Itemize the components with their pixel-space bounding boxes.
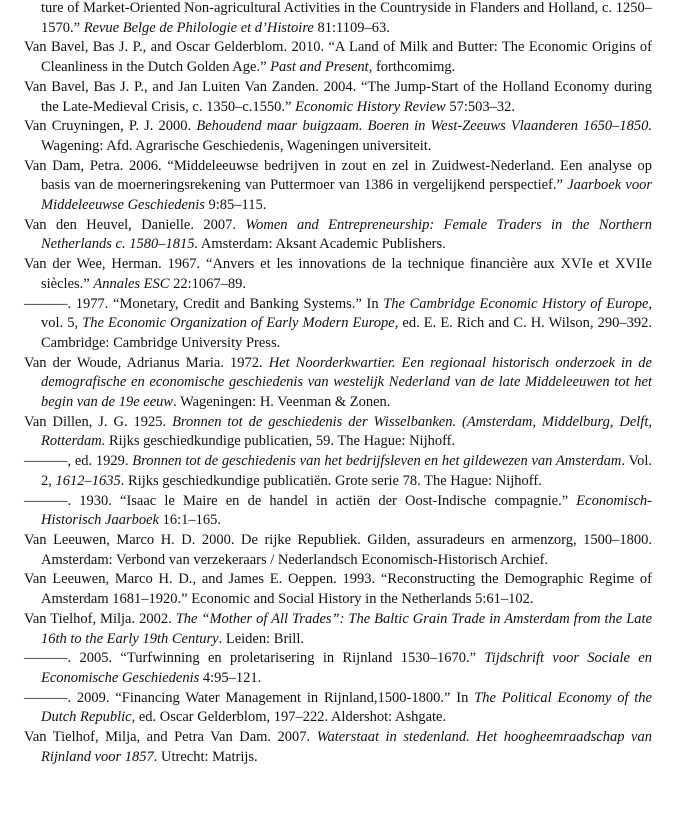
reference-title-italic: The Economic Organization of Early Modern Europe [82,315,395,332]
reference-title-italic: Het Noorderkwartier. Een regionaal historisch onderzoek in de demografische en economische geschiedenis van westelijk Nederland van de late Middeleeuwen tot het begin van de 19e eeuw [41,354,652,411]
reference-text: ———. 2009. “Financing Water Management in Rijnland,1500-1800.” In [24,689,475,706]
reference-text: Van Tielhof, Milja, and Petra Van Dam. 2007. [24,729,317,746]
reference-text: . Vol. 2, [41,453,652,489]
reference-text: . Utrecht: Matrijs. [153,748,258,765]
reference-entry [24,255,652,294]
reference-text: Van der Wee, Herman. 1967. “Anvers et les innovations de la technique financière aux XVIe et XVIIe siècles.” [24,256,652,292]
reference-entry [24,570,652,609]
reference-text: Rijks geschiedkundige publicatien, 59. The Hague: Nijhoff. [105,433,456,450]
reference-text: Van Cruyningen, P. J. 2000. [24,118,197,135]
reference-entry [24,531,652,570]
reference-entry [24,649,652,688]
reference-text: 22:1067–89. [169,275,246,292]
reference-entry [24,413,652,452]
reference-text: Van Dillen, J. G. 1925. [24,413,173,430]
reference-title-italic: Economisch-Historisch Jaarboek [41,492,652,529]
reference-title-italic: Bronnen tot de geschiedenis der Wisselbanken. (Amsterdam, Middelburg, Delft, Rotterdam. [41,413,652,450]
reference-title-italic: Waterstaat in stedenland. Het hoogheemraadschap van Rijnland voor 1857 [41,729,652,765]
reference-title-italic: Annales ESC [93,275,170,292]
reference-text: 57:503–32. [445,98,515,115]
reference-text: Van Bavel, Bas J. P., and Jan Luiten Van Zanden. 2004. “The Jump-Start of the Holland Economy during the Late-Medieval Crisis, c. 1350–c.1550.” [24,78,652,115]
reference-text: 81:1109–63. [313,19,390,36]
reference-entry [24,610,652,649]
reference-title-italic: The “Mother of All Trades”: The Baltic Grain Trade in Amsterdam from the Late 16th to the Early 19th Century [41,610,652,647]
reference-title-italic: The Political Economy of the Dutch Republic [41,689,652,726]
reference-text: . Rijks geschiedkundige publicatiën. Grote serie 78. The Hague: Nijhoff. [120,472,542,489]
reference-text: ———. 1977. “Monetary, Credit and Banking Systems.” In [24,295,384,312]
reference-entry [24,492,652,531]
reference-text: Van Leeuwen, Marco H. D., and James E. Oeppen. 1993. “Reconstructing the Demographic Regime of Amsterdam 1681–1920.” Economic and Social History in the Netherlands 5:61–102. [24,571,652,608]
reference-text: Amsterdam: Aksant Academic Publishers. [198,236,446,253]
reference-text: Wagening: Afd. Agrarische Geschiedenis, Wageningen universiteit. [41,137,432,154]
reference-entry [24,78,652,117]
reference-title-italic: Behoudend maar buigzaam. Boeren in West-Zeeuws Vlaanderen 1650–1850. [196,118,652,135]
reference-text: Van Leeuwen, Marco H. D. 2000. De rijke Republiek. Gilden, assuradeurs en armenzorg, 1500–1800. Amsterdam: Verbond van verzekeraars / Nederlandsch Economisch-Historisch Archief. [24,531,652,568]
reference-text: , ed. Oscar Gelderblom, 197–222. Aldershot: Ashgate. [131,709,447,726]
reference-title-italic: The Cambridge Economic History of Europe [383,295,649,312]
reference-text: . Leiden: Brill. [218,630,304,647]
reference-title-italic: Tijdschrift voor Sociale en Economische Geschiedenis [41,650,652,686]
reference-entry [24,295,652,354]
reference-title-italic: 1612–1635 [55,472,121,489]
reference-title-italic: Past and Present [270,59,369,76]
reference-text: , vol. 5, [41,295,653,332]
reference-text: Van Tielhof, Milja. 2002. [24,610,176,627]
reference-text: 16:1–165. [159,512,222,529]
reference-entry [24,0,652,38]
reference-text: ———. 1930. “Isaac le Maire en de handel in actiën der Oost-Indische compagnie.” [24,492,577,509]
reference-text: ———, ed. 1929. [24,453,133,470]
reference-entry [24,689,652,728]
reference-title-italic: Women and Entrepreneurship: Female Traders in the Northern Netherlands c. 1580–1815. [41,216,652,253]
reference-title-italic: Jaarboek voor Middeleeuwse Geschiedenis [41,177,652,214]
reference-text: ture of Market-Oriented Non-agricultural Activities in the Countryside in Flanders and Holland, c. 1250–1570.” [41,0,652,36]
reference-text: 4:95–121. [199,669,262,686]
reference-entry [24,38,652,77]
reference-text: Van Dam, Petra. 2006. “Middeleeuwse bedrijven in zout en zel in Zuidwest-Nederland. Een analyse op basis van de moerneringsrekening van Puttermoer van 1386 in vergelijkend perspectief.” [24,157,652,194]
reference-text: Van der Woude, Adrianus Maria. 1972. [24,354,269,371]
reference-title-italic: Bronnen tot de geschiedenis van het bedrijfsleven en het gildewezen van Amsterdam [132,453,622,470]
reference-text: ———. 2005. “Turfwinning en proletarisering in Rijnland 1530–1670.” [24,650,485,667]
reference-entry [24,354,652,413]
reference-entry [24,728,652,767]
reference-entry [24,157,652,216]
reference-text: Van den Heuvel, Danielle. 2007. [24,216,246,233]
reference-text: , forthcomimg. [368,59,456,76]
reference-title-italic: Economic History Review [295,98,446,115]
reference-text: Van Bavel, Bas J. P., and Oscar Gelderblom. 2010. “A Land of Milk and Butter: The Economic Origins of Cleanliness in the Dutch Golden Age.” [24,39,652,76]
reference-entry [24,117,652,156]
reference-entry [24,216,652,255]
reference-text: 9:85–115. [204,197,267,214]
reference-text: . Wageningen: H. Veenman & Zonen. [173,394,391,411]
reference-entry [24,452,652,491]
reference-text: , ed. E. E. Rich and C. H. Wilson, 290–392. Cambridge: Cambridge University Press. [41,315,652,351]
reference-title-italic: Revue Belge de Philologie et d’Histoire [83,19,314,36]
